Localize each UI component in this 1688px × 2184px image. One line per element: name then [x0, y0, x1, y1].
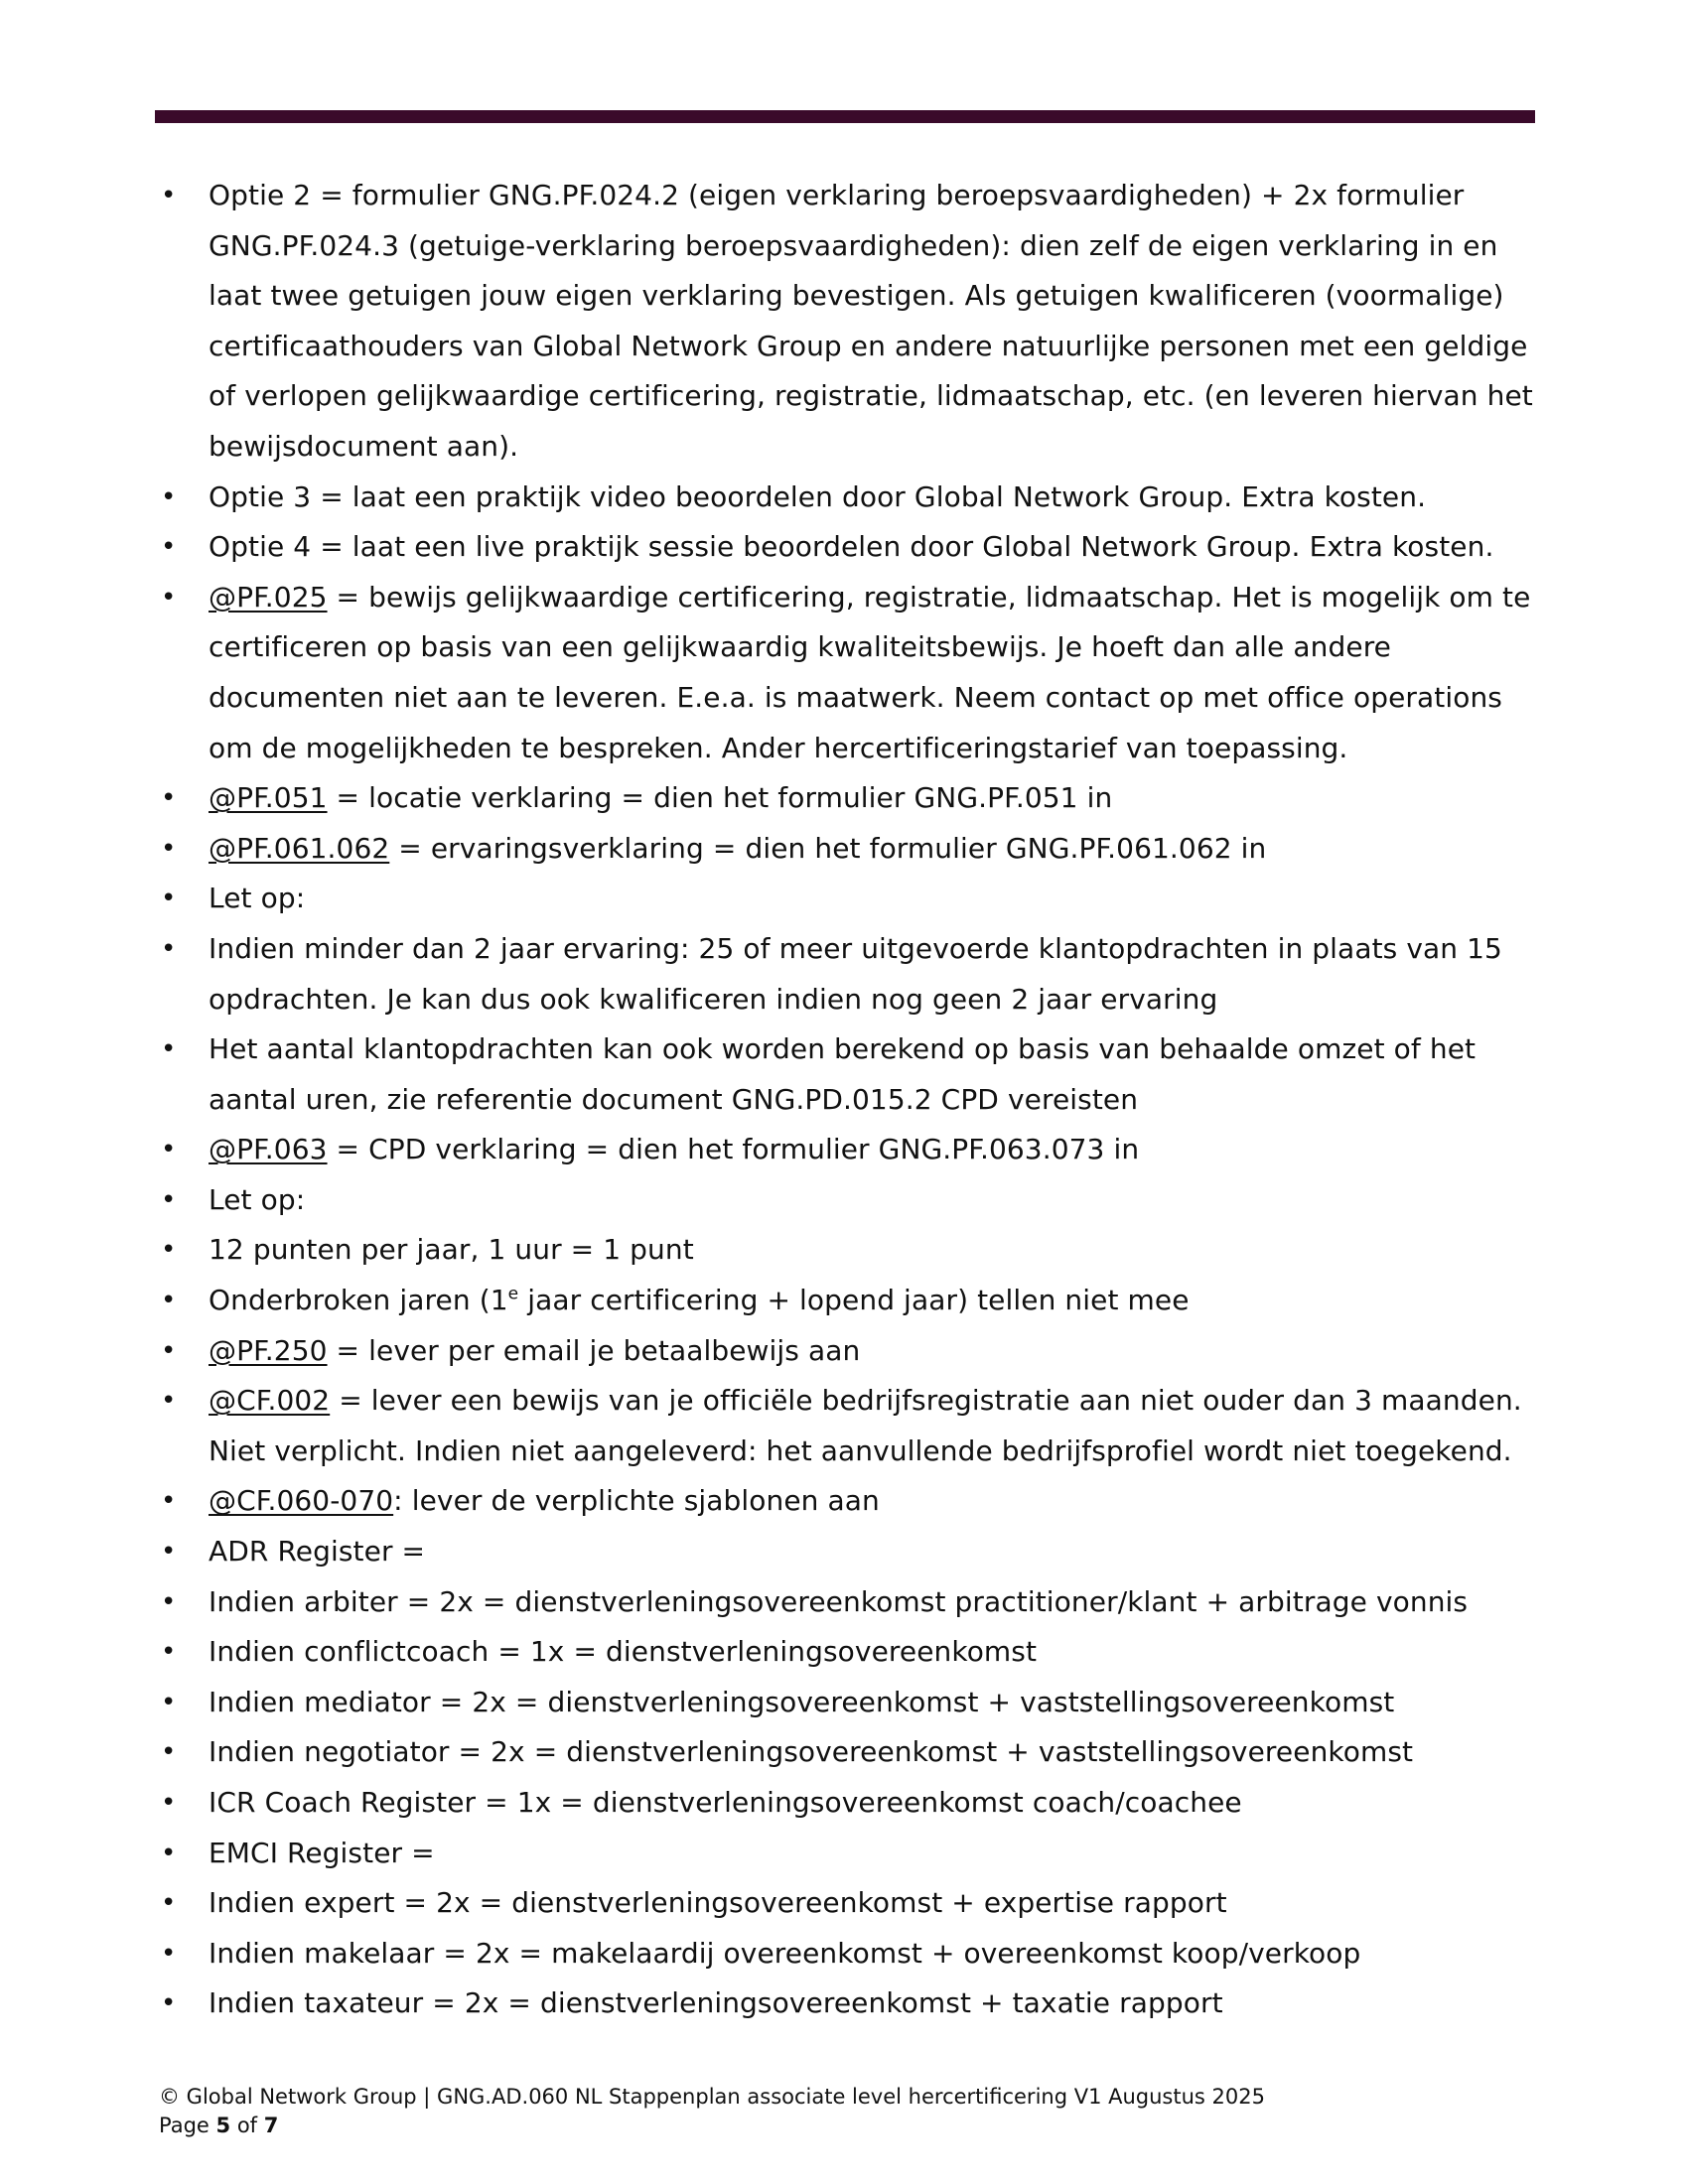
- list-item-text: = CPD verklaring = dien het formulier GNG.PF.063.073 in: [327, 1133, 1140, 1166]
- bullet-dot-icon: •: [161, 481, 177, 512]
- list-item: [155, 1326, 1545, 1377]
- list-item-text: EMCI Register =: [209, 1836, 435, 1869]
- list-item: [155, 1527, 1545, 1577]
- list-item-text: Indien negotiator = 2x = dienstverleningsovereenkomst + vaststellingsovereenkomst: [209, 1735, 1414, 1769]
- bullet-dot-icon: •: [161, 582, 177, 613]
- bullet-dot-icon: •: [161, 1838, 177, 1868]
- list-item-text: Let op:: [209, 882, 306, 915]
- bullet-dot-icon: •: [161, 1235, 177, 1266]
- list-item: [155, 473, 1545, 523]
- list-item-text: Indien minder dan 2 jaar ervaring: 25 of meer uitgevoerde klantopdrachten in plaats van 15 opdrachten. Je kan dus ook kwalificeren indien nog geen 2 jaar ervaring: [209, 931, 1502, 1016]
- list-item-text: = lever per email je betaalbewijs aan: [327, 1333, 861, 1367]
- list-item: [155, 1476, 1545, 1527]
- list-item: [155, 1276, 1545, 1326]
- list-item: [155, 1678, 1545, 1728]
- list-item-text: = lever een bewijs van je officiële bedrijfsregistratie aan niet ouder dan 3 maanden. Niet verplicht. Indien niet aangeleverd: het aanvullende bedrijfsprofiel wordt niet toegekend.: [209, 1384, 1522, 1467]
- bullet-dot-icon: •: [161, 1888, 177, 1919]
- list-item: [155, 874, 1545, 924]
- list-item: [155, 1829, 1545, 1879]
- list-item-text: Let op:: [209, 1182, 306, 1216]
- list-item-text: Indien taxateur = 2x = dienstverleningsovereenkomst + taxatie rapport: [209, 1986, 1223, 2020]
- bullet-dot-icon: •: [161, 1586, 177, 1617]
- document-reference-link[interactable]: @PF.250: [209, 1333, 328, 1367]
- list-item-text: 12 punten per jaar, 1 uur = 1 punt: [209, 1233, 694, 1267]
- bullet-dot-icon: •: [161, 181, 177, 210]
- bullet-dot-icon: •: [161, 833, 177, 864]
- document-reference-link[interactable]: @CF.060-070: [209, 1484, 394, 1518]
- list-item-text: Indien expert = 2x = dienstverleningsovereenkomst + expertise rapport: [209, 1886, 1227, 1920]
- bullet-dot-icon: •: [161, 532, 177, 563]
- list-item: [155, 773, 1545, 824]
- list-item: [155, 573, 1545, 773]
- bullet-dot-icon: •: [161, 1286, 177, 1316]
- list-item: [155, 1727, 1545, 1778]
- bullet-dot-icon: •: [161, 1034, 177, 1065]
- list-item: [155, 1577, 1545, 1628]
- list-item-text: Optie 3 = laat een praktijk video beoordelen door Global Network Group. Extra kosten.: [209, 479, 1427, 513]
- bullet-dot-icon: •: [161, 1335, 177, 1366]
- list-item: [155, 1929, 1545, 1979]
- list-item-text: Optie 4 = laat een live praktijk sessie beoordelen door Global Network Group. Extra kosten.: [209, 530, 1494, 564]
- list-item: [155, 1627, 1545, 1678]
- list-item-text: Het aantal klantopdrachten kan ook worden berekend op basis van behaalde omzet of het aantal uren, zie referentie document GNG.PD.015.2 CPD vereisten: [209, 1032, 1477, 1116]
- list-item-text: ADR Register =: [209, 1535, 426, 1569]
- bullet-dot-icon: •: [161, 1687, 177, 1717]
- list-item-text: = ervaringsverklaring = dien het formulier GNG.PF.061.062 in: [389, 831, 1267, 865]
- bullet-dot-icon: •: [161, 1184, 177, 1215]
- page-total: 7: [263, 2114, 279, 2137]
- list-item: [155, 1024, 1545, 1125]
- document-reference-link[interactable]: @PF.063: [209, 1133, 328, 1166]
- list-item: [155, 924, 1545, 1024]
- list-item: [155, 522, 1545, 573]
- footer-copyright: © Global Network Group | GNG.AD.060 NL Stappenplan associate level hercertificering V1 Augustus 2025: [159, 2085, 1265, 2109]
- list-item: [155, 1125, 1545, 1175]
- list-item: [155, 1376, 1545, 1476]
- page-of-label: of: [230, 2114, 264, 2137]
- footer-page-number: [159, 2112, 1265, 2140]
- page-current: 5: [215, 2114, 231, 2137]
- list-item-text: : lever de verplichte sjablonen aan: [393, 1484, 880, 1518]
- list-item: [155, 1778, 1545, 1829]
- list-item-text: = bewijs gelijkwaardige certificering, registratie, lidmaatschap. Het is mogelijk om te certificeren op basis van een gelijkwaardig kwaliteitsbewijs. Je hoeft dan alle andere documenten niet aan te leveren. E.e.a. is maatwerk. Neem contact op met office operations om de mogelijkheden te bespreken. Ander hercertificeringstarief van toepassing.: [209, 580, 1531, 764]
- page-label: Page: [159, 2114, 216, 2137]
- superscript: e: [507, 1284, 519, 1304]
- bullet-dot-icon: •: [161, 1386, 177, 1417]
- document-reference-link[interactable]: @CF.002: [209, 1384, 331, 1418]
- bullet-dot-icon: •: [161, 1486, 177, 1517]
- list-item: [155, 1225, 1545, 1276]
- bullet-dot-icon: •: [161, 1788, 177, 1818]
- list-item: [155, 1979, 1545, 2029]
- list-item: [155, 171, 1545, 473]
- list-item-text: Optie 2 = formulier GNG.PF.024.2 (eigen verklaring beroepsvaardigheden) + 2x formulier GNG.PF.024.3 (getuige-verklaring beroepsvaardigheden): dien zelf de eigen verklaring in en laat twee getuigen jouw eigen verklaring bevestigen. Als getuigen kwalificeren (voormalige) certificaathouders van Global Network Group en andere natuurlijke personen met een geldige of verlopen gelijkwaardige certificering, registratie, lidmaatschap, etc. (en leveren hiervan het bewijsdocument aan).: [209, 179, 1533, 463]
- list-item-text: Indien makelaar = 2x = makelaardij overeenkomst + overeenkomst koop/verkoop: [209, 1936, 1361, 1970]
- bullet-dot-icon: •: [161, 1988, 177, 2019]
- bullet-dot-icon: •: [161, 884, 177, 914]
- document-reference-link[interactable]: @PF.025: [209, 580, 328, 614]
- list-item-text: Indien mediator = 2x = dienstverleningsovereenkomst + vaststellingsovereenkomst: [209, 1685, 1395, 1718]
- bullet-dot-icon: •: [161, 1637, 177, 1668]
- document-reference-link[interactable]: @PF.051: [209, 781, 328, 815]
- list-item-text: Onderbroken jaren (1: [209, 1284, 508, 1317]
- list-item-text: Indien arbiter = 2x = dienstverleningsovereenkomst practitioner/klant + arbitrage vonnis: [209, 1584, 1469, 1618]
- bullet-dot-icon: •: [161, 1135, 177, 1165]
- list-item-text: ICR Coach Register = 1x = dienstverleningsovereenkomst coach/coachee: [209, 1786, 1242, 1819]
- list-item-text: = locatie verklaring = dien het formulier GNG.PF.051 in: [327, 781, 1113, 815]
- list-item: [155, 824, 1545, 875]
- bullet-dot-icon: •: [161, 1537, 177, 1568]
- bullet-list: [155, 171, 1545, 2029]
- bullet-dot-icon: •: [161, 1737, 177, 1768]
- bullet-dot-icon: •: [161, 1938, 177, 1969]
- list-item: [155, 1878, 1545, 1929]
- bullet-dot-icon: •: [161, 933, 177, 964]
- list-item: [155, 1175, 1545, 1226]
- bullet-dot-icon: •: [161, 783, 177, 814]
- list-item-text: Indien conflictcoach = 1x = dienstverleningsovereenkomst: [209, 1635, 1038, 1669]
- header-rule: [155, 110, 1535, 123]
- list-item-text-continued: jaar certificering + lopend jaar) tellen niet mee: [518, 1284, 1190, 1317]
- document-reference-link[interactable]: @PF.061.062: [209, 831, 390, 865]
- page-footer: [159, 2083, 1265, 2140]
